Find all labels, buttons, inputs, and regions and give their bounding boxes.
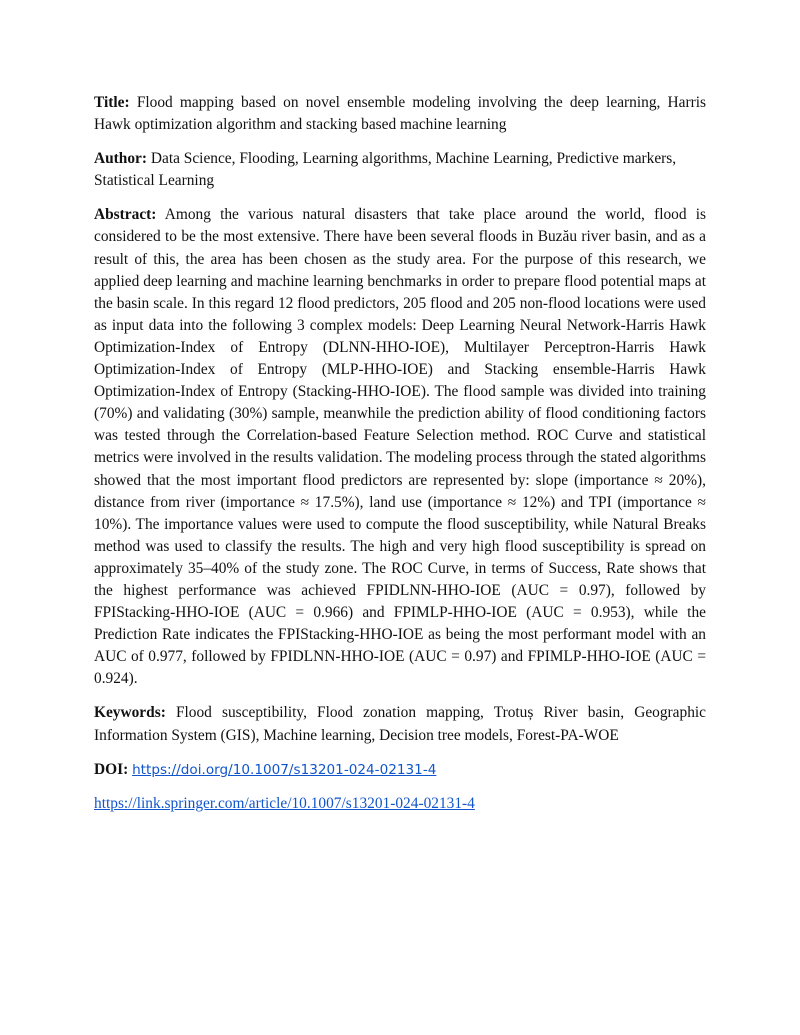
keywords-label: Keywords: xyxy=(94,704,166,722)
author-text: Data Science, Flooding, Learning algorithms, Machine Learning, Predictive markers, Statistical Learning xyxy=(94,150,677,190)
keywords-paragraph xyxy=(94,702,706,746)
article-link[interactable]: https://link.springer.com/article/10.1007/s13201-024-02131-4 xyxy=(94,794,475,812)
title-paragraph xyxy=(94,92,706,136)
author-label: Author: xyxy=(94,150,148,168)
title-text: Flood mapping based on novel ensemble modeling involving the deep learning, Harris Hawk optimization algorithm and stacking based machine learning xyxy=(94,94,706,134)
doi-paragraph xyxy=(94,759,706,781)
author-paragraph xyxy=(94,148,706,192)
doi-label: DOI: xyxy=(94,760,129,778)
abstract-paragraph xyxy=(94,204,706,690)
title-label: Title: xyxy=(94,94,130,111)
abstract-text: Among the various natural disasters that take place around the world, flood is considered to be the most extensive. There have been several floods in Buzău river basin, and as a result of this, the area has been chosen as the study area. For the purpose of this research, we applied deep learning and machine learning benchmarks in order to prepare flood potential maps at the basin scale. In this regard 12 flood predictors, 205 flood and 205 non-flood locations were used as input data into the following 3 complex models: Deep Learning Neural Network-Harris Hawk Optimization-Index of Entropy (DLNN-HHO-IOE), Multilayer Perceptron-Harris Hawk Optimization-Index of Entropy (MLP-HHO-IOE) and Stacking ensemble-Harris Hawk Optimization-Index of Entropy (Stacking-HHO-IOE). The flood sample was divided into training (70%) and validating (30%) sample, meanwhile the prediction ability of flood conditioning factors was tested through the Correlation-based Feature Selection method. ROC Curve and statistical metrics were involved in the results validation. The modeling process through the stated algorithms showed that the most important flood predictors are represented by: slope (importance ≈ 20%), distance from river (importance ≈ 17.5%), land use (importance ≈ 12%) and TPI (importance ≈ 10%). The importance values were used to compute the flood susceptibility, while Natural Breaks method was used to classify the results. The high and very high flood susceptibility is spread on approximately 35–40% of the study zone. The ROC Curve, in terms of Success, Rate shows that the highest performance was achieved FPIDLNN-HHO-IOE (AUC = 0.97), followed by FPIStacking-HHO-IOE (AUC = 0.966) and FPIMLP-HHO-IOE (AUC = 0.953), while the Prediction Rate indicates the FPIStacking-HHO-IOE as being the most performant model with an AUC of 0.977, followed by FPIDLNN-HHO-IOE (AUC = 0.97) and FPIMLP-HHO-IOE (AUC = 0.924). xyxy=(94,206,706,688)
abstract-label: Abstract: xyxy=(94,206,157,224)
document-page xyxy=(94,92,706,827)
article-link-paragraph xyxy=(94,793,706,815)
keywords-text: Flood susceptibility, Flood zonation mapping, Trotuș River basin, Geographic Information System (GIS), Machine learning, Decision tree models, Forest-PA-WOE xyxy=(94,704,706,744)
doi-link[interactable]: https://doi.org/10.1007/s13201-024-02131-4 xyxy=(132,761,437,778)
